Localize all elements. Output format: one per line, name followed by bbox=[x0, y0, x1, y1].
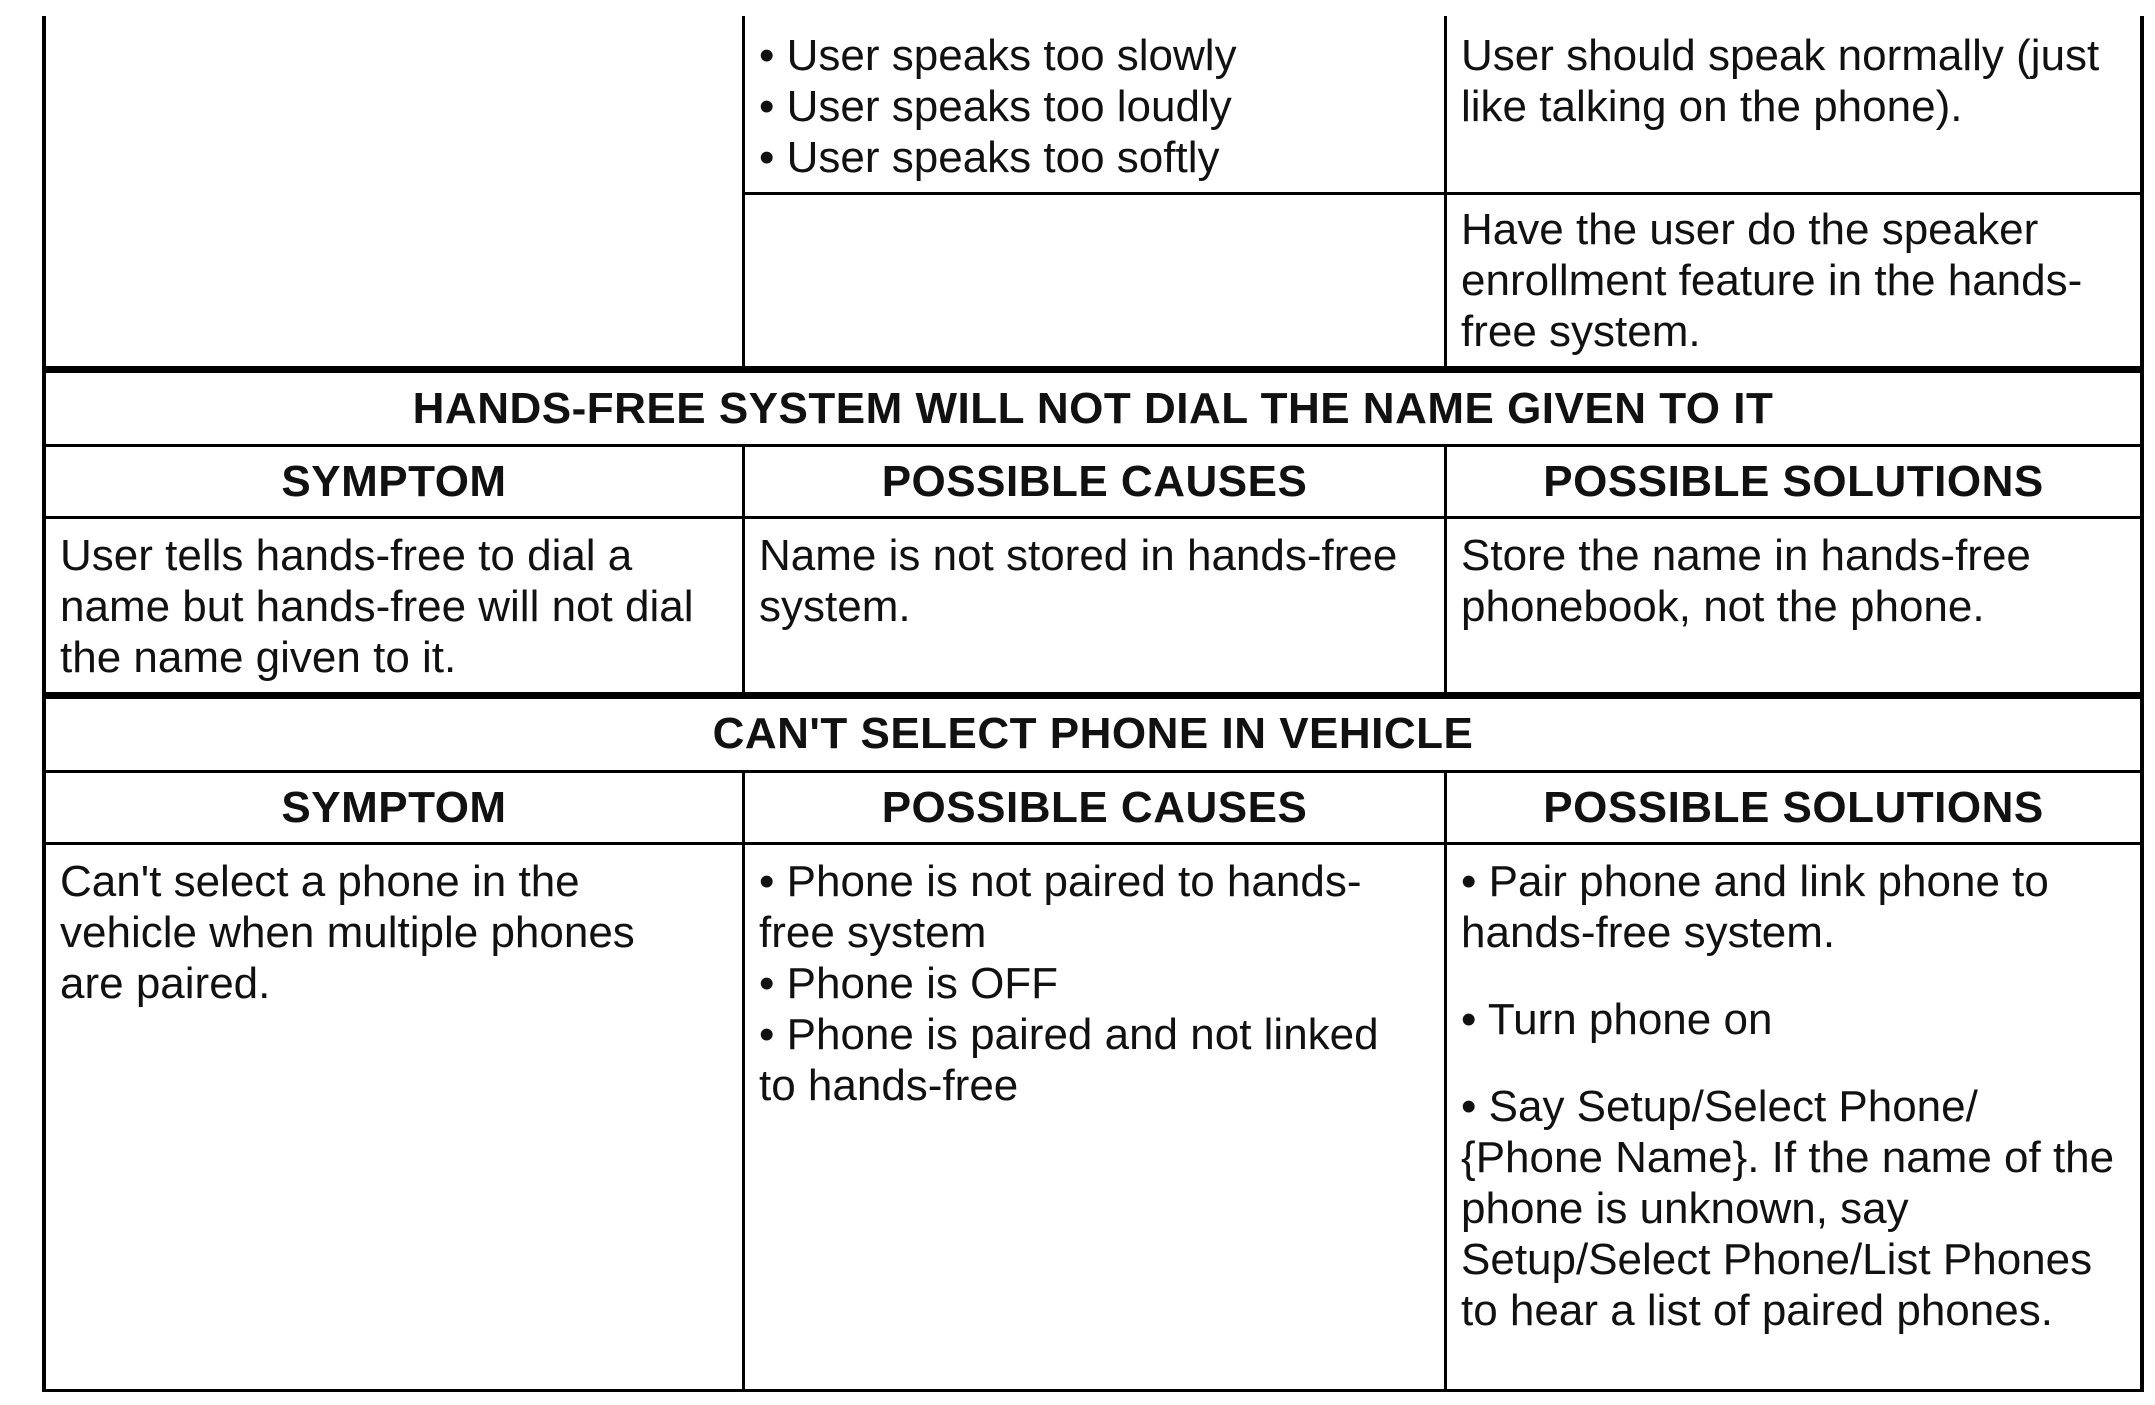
section-title: HANDS-FREE SYSTEM WILL NOT DIAL THE NAME GIVEN TO IT bbox=[412, 384, 1774, 433]
solutions-cell bbox=[1447, 856, 2140, 1336]
divider bbox=[42, 444, 2144, 447]
top-solution-cell-1 bbox=[1447, 30, 2140, 132]
symptom-text: Can't select a phone in the vehicle when multiple phones are paired. bbox=[60, 857, 635, 1008]
cause-item: • User speaks too softly bbox=[759, 133, 1220, 182]
causes-cell bbox=[745, 856, 1444, 1111]
symptom-text: User tells hands-free to dial a name but hands-free will not dial the name given to it. bbox=[60, 531, 694, 682]
solution-item: • Turn phone on bbox=[1461, 995, 1773, 1044]
divider bbox=[42, 770, 2144, 773]
cause-item: • Phone is OFF bbox=[759, 959, 1059, 1008]
header-possible-causes: POSSIBLE CAUSES bbox=[881, 783, 1308, 832]
table-border-left bbox=[42, 16, 46, 1392]
solution-item: • Say Setup/Select Phone/ {Phone Name}. If the name of the phone is unknown, say Setup/Select Phone/List Phones to hear a list of paired phones. bbox=[1461, 1082, 2115, 1335]
symptom-cell bbox=[46, 530, 742, 683]
solution-text: User should speak normally (just like talking on the phone). bbox=[1461, 31, 2100, 131]
causes-cell bbox=[745, 530, 1444, 632]
header-possible-solutions: POSSIBLE SOLUTIONS bbox=[1543, 457, 2044, 506]
table-border-right bbox=[2140, 16, 2144, 1392]
cause-text: Name is not stored in hands-free system. bbox=[759, 531, 1398, 631]
top-causes-cell bbox=[745, 30, 1444, 183]
solution-text: Have the user do the speaker enrollment feature in the hands-free system. bbox=[1461, 205, 2083, 356]
cause-item: • User speaks too loudly bbox=[759, 82, 1232, 131]
divider bbox=[42, 516, 2144, 519]
cause-item: • Phone is paired and not linked to hands-free bbox=[759, 1010, 1379, 1110]
top-solution-cell-2 bbox=[1447, 204, 2140, 357]
symptom-cell bbox=[46, 856, 742, 1009]
section-separator bbox=[42, 366, 2144, 373]
divider bbox=[42, 842, 2144, 845]
solution-text: Store the name in hands-free phonebook, not the phone. bbox=[1461, 531, 2031, 631]
cause-item: • User speaks too slowly bbox=[759, 31, 1237, 80]
header-possible-solutions: POSSIBLE SOLUTIONS bbox=[1543, 783, 2044, 832]
divider bbox=[742, 192, 2142, 195]
header-possible-causes: POSSIBLE CAUSES bbox=[881, 457, 1308, 506]
cause-item: • Phone is not paired to hands-free system bbox=[759, 857, 1362, 957]
section-separator bbox=[42, 692, 2144, 699]
solution-item: • Pair phone and link phone to hands-free system. bbox=[1461, 857, 2049, 957]
table-border-bottom bbox=[42, 1389, 2144, 1392]
header-symptom: SYMPTOM bbox=[281, 457, 507, 506]
header-symptom: SYMPTOM bbox=[281, 783, 507, 832]
troubleshooting-table bbox=[42, 0, 2146, 1392]
section-title: CAN'T SELECT PHONE IN VEHICLE bbox=[712, 709, 1474, 758]
solutions-cell bbox=[1447, 530, 2140, 632]
